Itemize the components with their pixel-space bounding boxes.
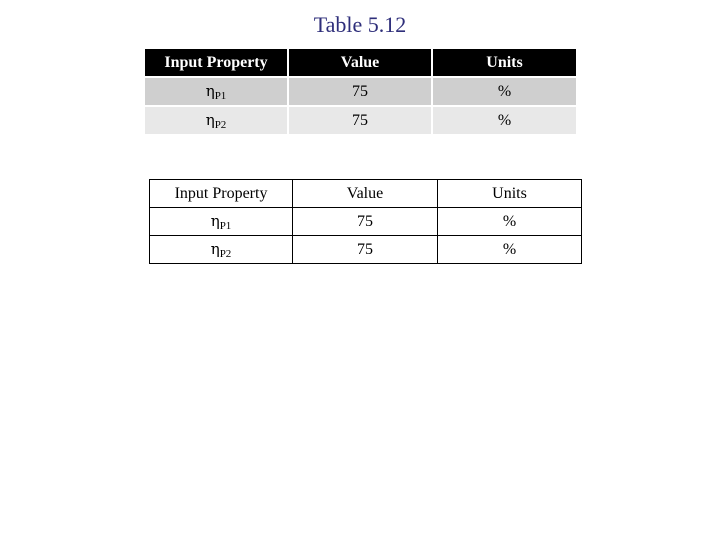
table-row xyxy=(150,236,582,264)
table-row xyxy=(145,106,576,134)
property-symbol: η xyxy=(210,211,220,230)
column-header-value: Value xyxy=(293,180,438,208)
table-row xyxy=(150,208,582,236)
property-cell xyxy=(145,77,288,106)
property-symbol: η xyxy=(205,110,215,129)
property-symbol: η xyxy=(205,81,215,100)
value-cell: 75 xyxy=(288,77,432,106)
property-subscript: P1 xyxy=(214,89,227,102)
table-header-row xyxy=(145,49,576,77)
column-header-input-property: Input Property xyxy=(145,49,288,77)
column-header-value: Value xyxy=(288,49,432,77)
property-cell xyxy=(145,106,288,134)
column-header-input-property: Input Property xyxy=(150,180,293,208)
property-subscript: P2 xyxy=(214,118,227,131)
property-cell xyxy=(150,208,293,236)
value-cell: 75 xyxy=(293,236,438,264)
property-symbol: η xyxy=(210,239,220,258)
column-header-units: Units xyxy=(432,49,576,77)
table-row xyxy=(145,77,576,106)
units-cell: % xyxy=(432,106,576,134)
units-cell: % xyxy=(438,236,582,264)
slide-title: Table 5.12 xyxy=(313,12,407,37)
value-cell: 75 xyxy=(288,106,432,134)
column-header-units: Units xyxy=(438,180,582,208)
units-cell: % xyxy=(438,208,582,236)
input-property-table-shaded xyxy=(145,49,576,134)
value-cell: 75 xyxy=(293,208,438,236)
property-cell xyxy=(150,236,293,264)
property-subscript: P2 xyxy=(219,247,232,260)
table-header-row xyxy=(150,180,582,208)
units-cell: % xyxy=(432,77,576,106)
input-property-table-bordered xyxy=(149,179,582,264)
property-subscript: P1 xyxy=(219,219,232,232)
